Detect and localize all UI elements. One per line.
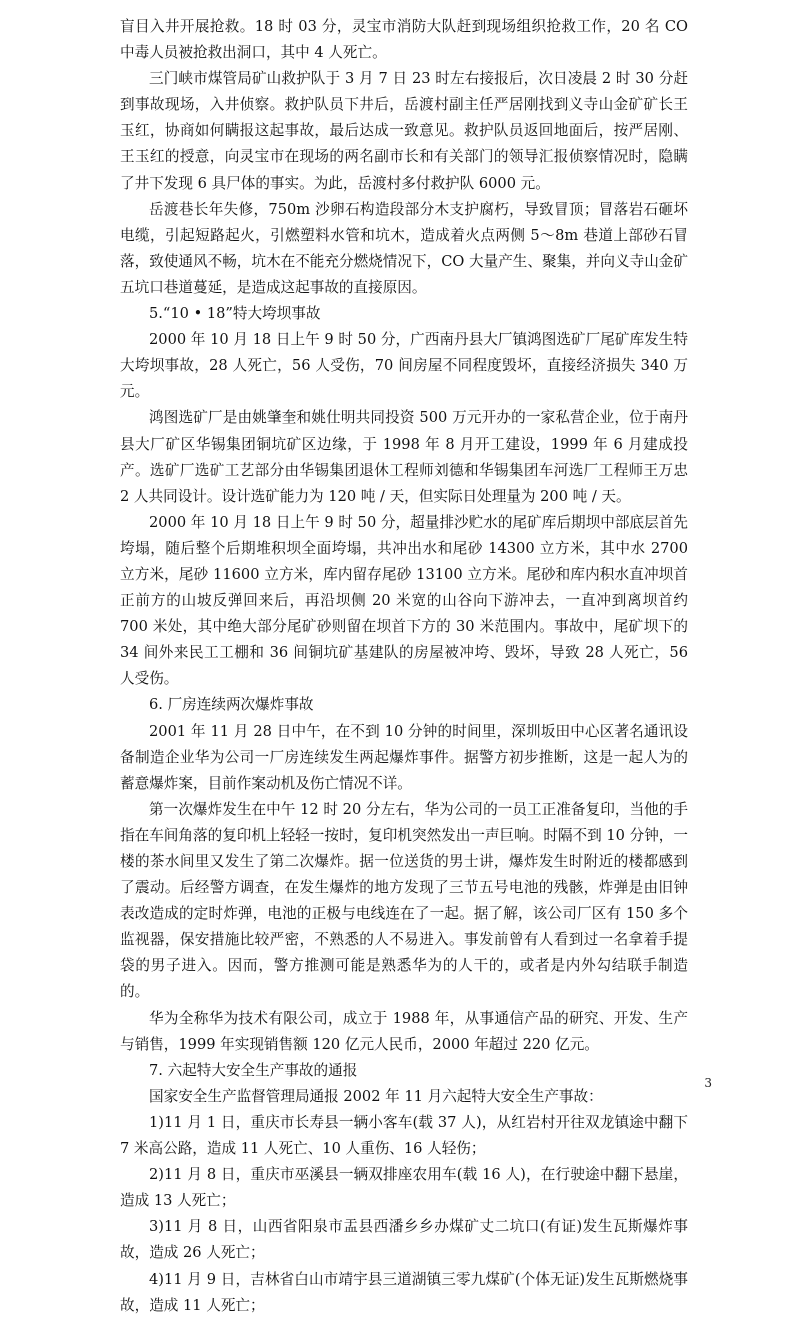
page-number: 3 — [704, 1076, 712, 1090]
list-item: 3)11 月 8 日，山西省阳泉市盂县西潘乡乡办煤矿丈二坑口(有证)发生瓦斯爆炸事故，造成 26 人死亡； — [120, 1218, 688, 1262]
body-text — [120, 14, 688, 1319]
paragraph: 2000 年 10 月 18 日上午 9 时 50 分，广西南丹县大厂镇鸿图选矿厂尾矿库发生特大垮坝事故，28 人死亡，56 人受伤，70 间房屋不同程度毁坏，直接经济损失 340 万元。 — [120, 331, 688, 401]
section-heading: 7. 六起特大安全生产事故的通报 — [149, 1061, 358, 1079]
paragraph: 岳渡巷长年失修，750m 沙卵石构造段部分木支护腐朽，导致冒顶；冒落岩石砸坏电缆，引起短路起火，引燃塑料水管和坑木，造成着火点两侧 5～8m 巷道上部砂石冒落，致使通风不畅，坑木在不能充分燃烧情况下，CO 大量产生、聚集，并向义寺山金矿五坑口巷道蔓延，是造成这起事故的直接原因。 — [120, 200, 688, 296]
paragraph: 鸿图选矿厂是由姚肇奎和姚仕明共同投资 500 万元开办的一家私营企业，位于南丹县大厂矿区华锡集团铜坑矿区边缘，于 1998 年 8 月开工建设，1999 年 6 月建成投产。选矿厂选矿工艺部分由华锡集团退休工程师刘德和华锡集团车河选厂工程师王万忠 2 人共同设计。设计选矿能力为 120 吨 / 天，但实际日处理量为 200 吨 / 天。 — [120, 409, 688, 505]
list-item: 1)11 月 1 日，重庆市长寿县一辆小客车(载 37 人)，从红岩村开往双龙镇途中翻下 7 米高公路，造成 11 人死亡、10 人重伤、16 人轻伤； — [120, 1113, 688, 1158]
section-heading: 5.“10 • 18”特大垮坝事故 — [149, 305, 321, 323]
list-item: 2)11 月 8 日，重庆市巫溪县一辆双排座农用车(载 16 人)，在行驶途中翻下悬崖，造成 13 人死亡； — [120, 1166, 688, 1210]
paragraph: 盲目入井开展抢救。18 时 03 分，灵宝市消防大队赶到现场组织抢救工作，20 名 CO 中毒人员被抢救出洞口，其中 4 人死亡。 — [120, 18, 688, 62]
paragraph: 华为全称华为技术有限公司，成立于 1988 年，从事通信产品的研究、开发、生产与销售，1999 年实现销售额 120 亿元人民币，2000 年超过 220 亿元。 — [120, 1009, 688, 1053]
paragraph: 国家安全生产监督管理局通报 2002 年 11 月六起特大安全生产事故： — [149, 1087, 603, 1105]
section-heading: 6. 厂房连续两次爆炸事故 — [149, 696, 314, 714]
paragraph: 第一次爆炸发生在中午 12 时 20 分左右，华为公司的一员工正准备复印，当他的手指在车间角落的复印机上轻轻一按时，复印机突然发出一声巨响。时隔不到 10 分钟，一楼的茶水间里又发生了第二次爆炸。据一位送货的男士讲，爆炸发生时附近的楼都感到了震动。后经警方调查，在发生爆炸的地方发现了三节五号电池的残骸，炸弹是由旧钟表改造成的定时炸弹，电池的正极与电线连在了一起。据了解，该公司厂区有 150 多个监视器，保安措施比较严密，不熟悉的人不易进入。事发前曾有人看到过一名拿着手提袋的男子进入。因而，警方推测可能是熟悉华为的人干的，或者是内外勾结联手制造的。 — [120, 800, 688, 1001]
paragraph: 2000 年 10 月 18 日上午 9 时 50 分，超量排沙贮水的尾矿库后期坝中部底层首先垮塌，随后整个后期堆积坝全面垮塌，共冲出水和尾砂 14300 立方米，其中水 2700 立方米，尾砂 11600 立方米，库内留存尾砂 13100 立方米。尾砂和库内积水直冲坝首正前方的山坡反弹回来后，再沿坝侧 20 米宽的山谷向下游冲去，一直冲到离坝首约 700 米处，其中绝大部分尾矿砂则留在坝首下方的 30 米范围内。事故中，尾矿坝下的 34 间外来民工工棚和 36 间铜坑矿基建队的房屋被冲垮、毁坏，导致 28 人死亡，56 人受伤。 — [120, 513, 688, 688]
paragraph: 2001 年 11 月 28 日中午，在不到 10 分钟的时间里，深圳坂田中心区著名通讯设备制造企业华为公司一厂房连续发生两起爆炸事件。据警方初步推断，这是一起人为的蓄意爆炸案，目前作案动机及伤亡情况不详。 — [120, 722, 688, 792]
paragraph: 三门峡市煤管局矿山救护队于 3 月 7 日 23 时左右接报后，次日凌晨 2 时 30 分赶到事故现场，入井侦察。救护队员下井后，岳渡村副主任严居刚找到义寺山金矿矿长王玉红，协商如何瞒报这起事故，最后达成一致意见。救护队员返回地面后，按严居刚、王玉红的授意，向灵宝市在现场的两名副市长和有关部门的领导汇报侦察情况时，隐瞒了井下发现 6 具尸体的事实。为此，岳渡村多付救护队 6000 元。 — [120, 70, 688, 192]
list-item: 4)11 月 9 日，吉林省白山市靖宇县三道湖镇三零九煤矿(个体无证)发生瓦斯燃烧事故，造成 11 人死亡； — [120, 1270, 688, 1314]
